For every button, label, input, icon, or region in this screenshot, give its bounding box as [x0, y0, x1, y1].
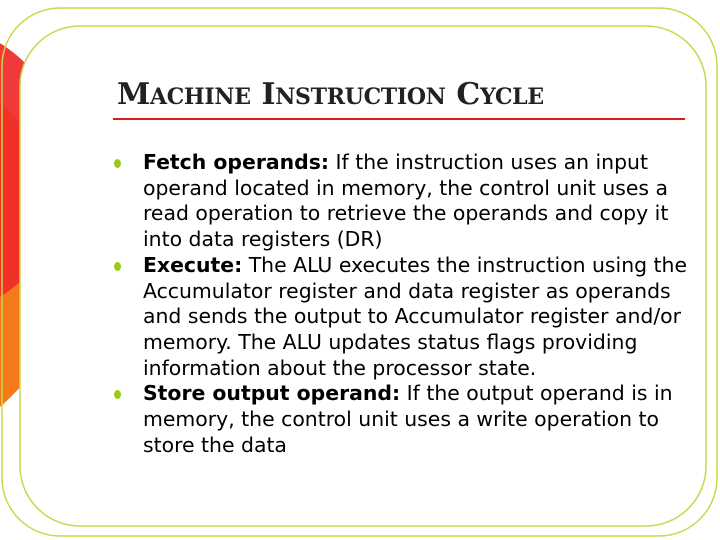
bullet-heading: Execute: [143, 252, 243, 277]
page-title [117, 74, 544, 112]
title-text: NSTRUCTION [275, 84, 446, 110]
bullet-item-store [143, 381, 703, 458]
bullet-item-fetch [143, 150, 703, 253]
bullet-dot-icon [114, 262, 121, 271]
bullet-item-execute [143, 253, 703, 382]
bullet-text: If the instruction uses an input operand located in memory, the control unit uses a read operation to retrieve the operands and copy it into data registers (DR) [143, 150, 669, 252]
bullet-text: The ALU executes the instruction using the Accumulator register and data register as operands and sends the output to Accumulator register and/or memory. The ALU updates status flags providing information about the processor state. [143, 252, 688, 380]
bullet-heading: Store output operand: [143, 381, 401, 406]
title-letter: M [117, 77, 150, 112]
title-text: ACHINE [149, 84, 251, 110]
title-text: YCLE [479, 84, 544, 110]
bullet-list [143, 150, 703, 458]
title-letter: I [261, 77, 276, 112]
title-underline [113, 118, 685, 120]
bullet-dot-icon [114, 159, 121, 168]
bullet-text: If the output operand is in memory, the control unit uses a write operation to store the data [143, 381, 673, 457]
title-letter: C [456, 77, 480, 112]
bullet-heading: Fetch operands: [143, 150, 330, 174]
